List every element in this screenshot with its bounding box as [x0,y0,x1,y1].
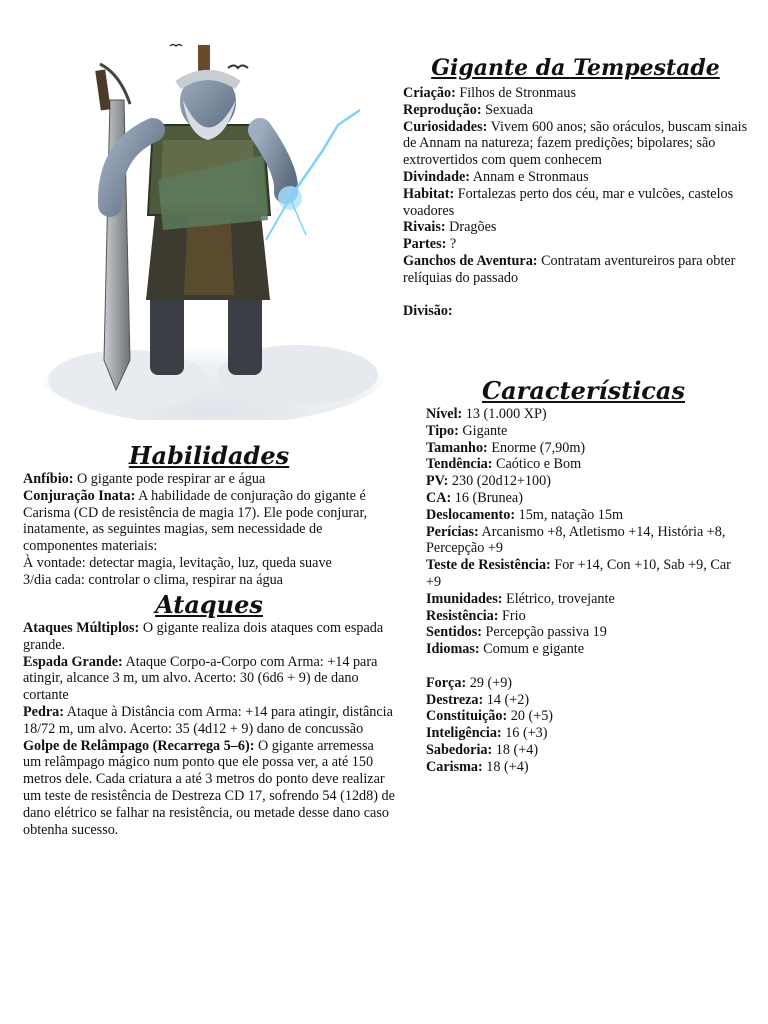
row-value: 29 (+9) [469,674,513,691]
characteristic-row [426,608,741,625]
characteristic-row [426,624,741,641]
row-label: Tamanho: [426,439,488,456]
characteristics-section [426,376,741,776]
info-row [403,85,748,102]
attribute-row [426,742,741,759]
row-label: Tendência: [426,456,493,473]
row-label: Inteligência: [426,725,502,742]
characteristic-row [426,490,741,507]
characteristic-row [426,423,741,440]
attribute-row [426,759,741,776]
info-row [403,186,748,220]
row-label: Espada Grande: [23,653,123,670]
row-value: Sexuada [485,101,534,118]
row-value: Fortalezas perto dos céu, mar e vulcões, castelos voadores [403,185,734,219]
row-label: Ganchos de Aventura: [403,252,538,269]
row-label: Ataques Múltiplos: [23,620,140,636]
characteristic-row [426,473,741,490]
row-value: ? [449,236,457,253]
row-label: Idiomas: [426,641,480,658]
row-label: Teste de Resistência: [426,557,551,574]
info-section [403,53,748,320]
row-value: 16 (+3) [505,725,548,742]
page-title: Gigante da Tempestade [431,55,720,81]
row-label: Destreza: [426,691,484,708]
row-value: Ataque à Distância com Arma: +14 para atingir, distância 18/72 m, um alvo. Acerto: 35 (4d12 + 9) dano de concussão [23,703,393,737]
row-value: Percepção passiva 19 [485,624,607,641]
row-value: Filhos de Stronmaus [459,85,577,101]
row-label: Reprodução: [403,101,482,118]
ability-row [23,572,395,589]
row-label: Deslocamento: [426,506,516,523]
row-label: Sentidos: [426,624,482,641]
attribute-row [426,692,741,709]
info-row [403,119,748,169]
row-value: 3/dia cada: controlar o clima, respirar na água [23,571,283,588]
row-label: Tipo: [426,422,459,439]
characteristic-row [426,440,741,457]
row-value: Vivem 600 anos; são oráculos, buscam sinais de Annam na natureza; fazem predições; bipolares; são extrovertidos com quem conhecem [403,118,748,169]
row-value: Frio [502,607,526,624]
row-value: O gigante realiza dois ataques com espada grande. [23,620,384,653]
attribute-row [426,708,741,725]
abilities-list [23,471,395,589]
row-label: Habitat: [403,185,455,202]
row-label: Perícias: [426,523,479,540]
row-label: PV: [426,473,449,490]
info-row [403,219,748,236]
row-label: Anfíbio: [23,471,74,487]
attack-row [23,654,395,704]
row-value: 230 (20d12+100) [451,473,551,490]
attack-row [23,738,395,839]
row-value: Elétrico, trovejante [506,590,615,607]
row-label: Conjuração Inata: [23,487,136,504]
ability-row [23,555,395,572]
attacks-list [23,620,395,838]
attributes-list [426,675,741,776]
abilities-heading: Habilidades [128,441,290,470]
info-row [403,169,748,186]
row-label: Criação: [403,85,456,101]
info-row [403,236,748,253]
attack-row [23,620,395,654]
info-row [403,102,748,119]
ability-row [23,471,395,488]
row-label: Divisão: [403,303,453,320]
characteristic-row [426,406,741,423]
attack-row [23,704,395,738]
info-row [403,253,748,287]
row-value: 15m, natação 15m [518,506,623,523]
attribute-row [426,675,741,692]
characteristic-row [426,456,741,473]
row-value: Dragões [449,219,497,236]
row-value: 18 (+4) [495,741,539,758]
row-label: Golpe de Relâmpago (Recarrega 5–6): [23,737,255,754]
characteristic-row [426,641,741,658]
row-label: Nível: [426,406,463,422]
row-value: Arcanismo +8, Atletismo +14, História +8, Percepção +9 [426,523,726,557]
row-label: CA: [426,489,452,506]
row-value: For +14, Con +10, Sab +9, Car +9 [426,557,731,590]
characteristic-row [426,557,741,591]
attribute-row [426,725,741,742]
row-value: Caótico e Bom [496,456,582,473]
characteristic-row [426,591,741,608]
row-value: Gigante [462,422,508,439]
storm-giant-illustration [38,30,383,420]
characteristic-row [426,524,741,558]
row-value: Ataque Corpo-a-Corpo com Arma: +14 para atingir, alcance 3 m, um alvo. Acerto: 30 (6d6 + 9) de dano cortante [23,653,378,704]
row-value: Enorme (7,90m) [491,439,586,456]
characteristic-row [426,507,741,524]
row-value: Comum e gigante [483,641,585,658]
row-value: O gigante pode respirar ar e água [77,471,266,487]
ability-row [23,488,395,555]
row-value: Annam e Stronmaus [472,168,589,185]
row-value: O gigante arremessa um relâmpago mágico num ponto que ele possa ver, a até 150 metros dele. Cada criatura a até 3 metros do ponto deve realizar um teste de resistência de Destreza CD 17, sofrendo 54 (12d8) de dano elétrico se falhar na resistência, ou metade desse dano caso obtenha sucesso. [23,737,395,838]
row-label: Imunidades: [426,590,503,607]
info-row [403,303,748,320]
row-label: Curiosidades: [403,118,488,135]
spacer [403,287,748,304]
row-label: Carisma: [426,758,483,775]
row-value: 13 (1.000 XP) [465,406,547,422]
row-label: Constituição: [426,708,508,725]
row-label: Divindade: [403,168,471,185]
row-label: Resistência: [426,607,499,624]
attacks-section [23,590,395,838]
row-value: A habilidade de conjuração do gigante é Carisma (CD de resistência de magia 17). Ele pode conjurar, inatamente, as seguintes magias, sem necessidade de componentes materiais: [23,487,368,555]
characteristics-list [426,406,741,658]
row-value: À vontade: detectar magia, levitação, luz, queda suave [23,554,332,571]
row-value: Contratam aventureiros para obter relíquias do passado [403,252,736,286]
attacks-heading: Ataques [155,590,263,619]
row-label: Força: [426,674,467,691]
row-value: 16 (Brunea) [454,489,523,506]
info-list [403,85,748,320]
row-value: 14 (+2) [486,691,530,708]
row-value: 20 (+5) [510,708,554,725]
row-label: Sabedoria: [426,741,493,758]
row-label: Partes: [403,236,447,253]
row-label: Rivais: [403,219,446,236]
spacer [426,658,741,675]
row-label: Pedra: [23,703,64,720]
characteristics-heading: Características [482,376,685,405]
row-value: 18 (+4) [486,758,529,775]
abilities-section [23,441,395,589]
